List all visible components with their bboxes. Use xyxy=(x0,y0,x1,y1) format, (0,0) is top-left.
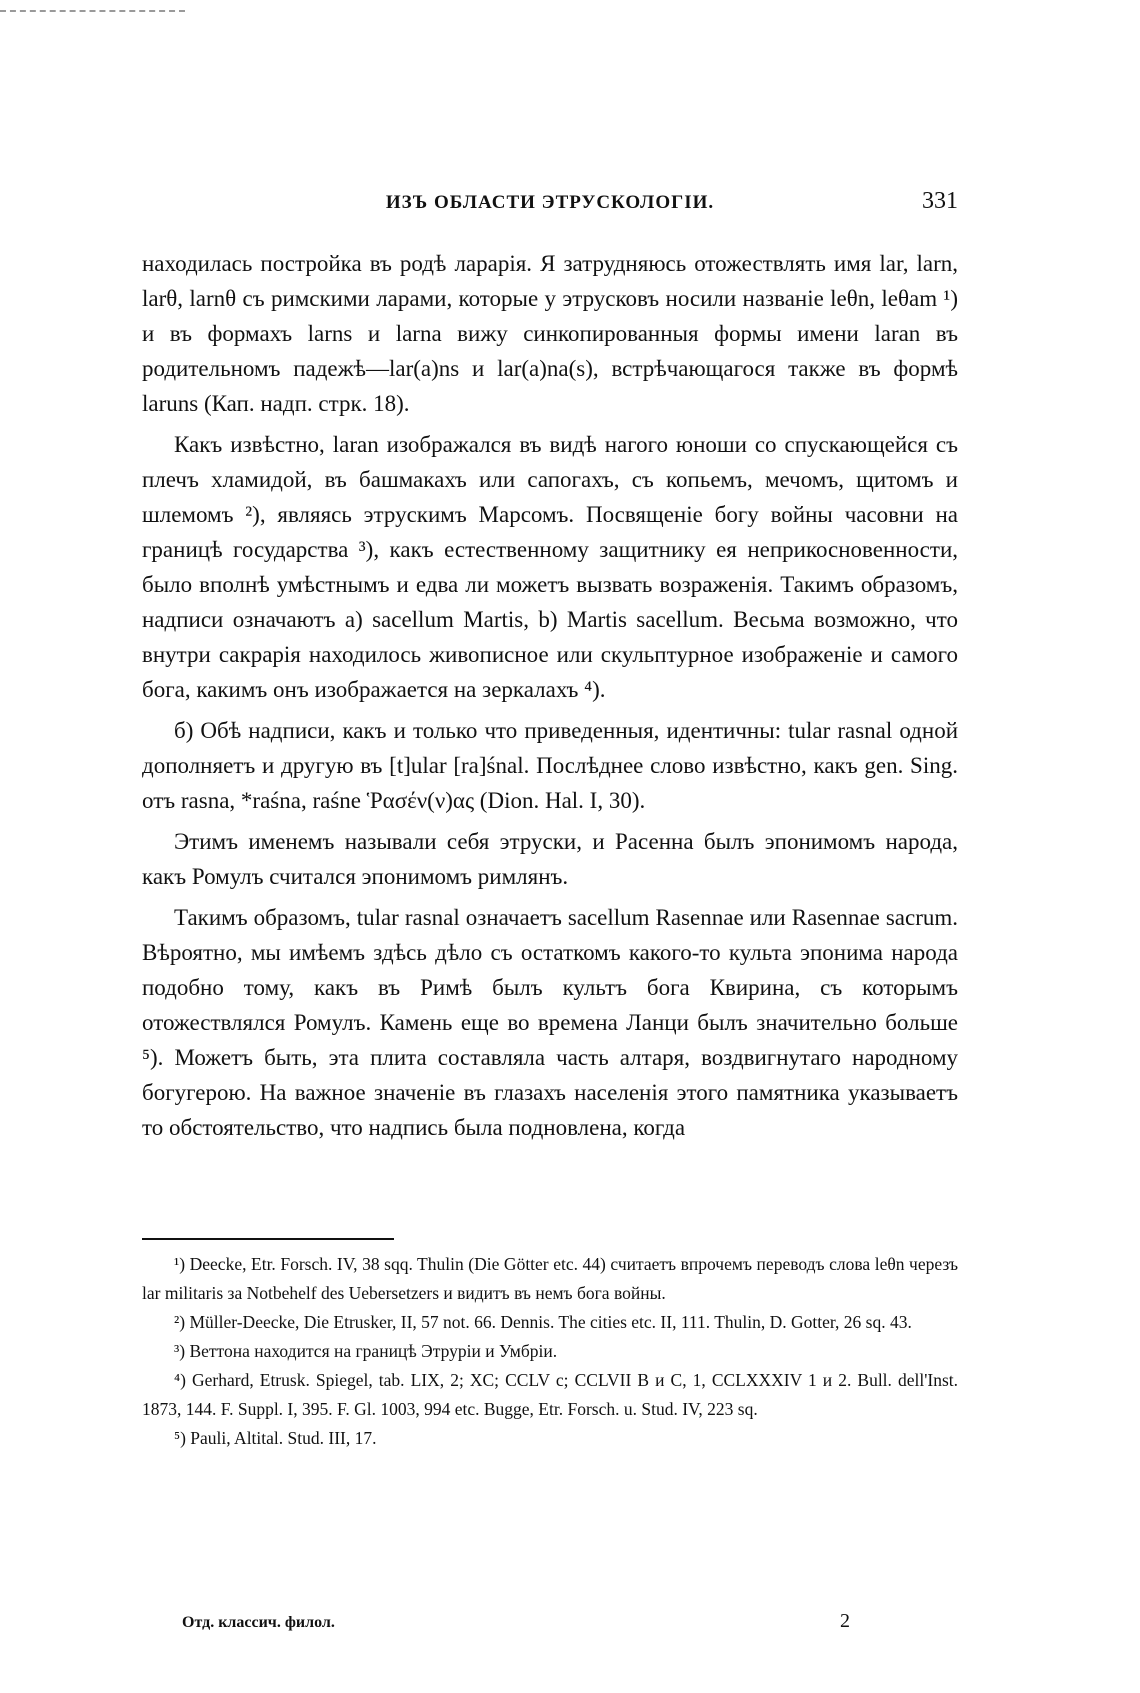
paragraph: Этимъ именемъ называли себя этруски, и Расенна былъ эпонимомъ народа, какъ Ромулъ считался эпонимомъ римлянъ. xyxy=(142,829,958,889)
sheet-number: 2 xyxy=(840,1610,850,1632)
main-text xyxy=(142,246,958,1151)
paragraph: находилась постройка въ родѣ ларарія. Я затрудняюсь отожествлять имя lar, larn, larθ, larnθ съ римскими ларами, которые у этрусковъ носили названіе leθn, leθam ¹) и въ формахъ larns и larna вижу синкопированныя формы имени laran въ родительномъ падежѣ—lar(a)ns и lar(a)na(s), встрѣчающагося также въ формѣ laruns (Кап. надп. стрк. 18). xyxy=(142,251,958,416)
paragraph: Какъ извѣстно, laran изображался въ видѣ нагого юноши со спускающейся съ плечъ хламидой, въ башмакахъ или сапогахъ, съ копьемъ, мечомъ, щитомъ и шлемомъ ²), являясь этрускимъ Марсомъ. Посвященіе богу войны часовни на границѣ государства ³), какъ естественному защитнику ея неприкосновенности, было вполнѣ умѣстнымъ и едва ли можетъ вызвать возраженія. Такимъ образомъ, надписи означаютъ a) sacellum Martis, b) Martis sacellum. Весьма возможно, что внутри сакрарія находилось живописное или скульптурное изображеніе и самого бога, какимъ онъ изображается на зеркалахъ ⁴). xyxy=(142,432,958,702)
footnote: ³) Веттона находится на границѣ Этруріи и Умбріи. xyxy=(174,1341,558,1361)
page-footer xyxy=(142,1610,958,1644)
footnote: ¹) Deecke, Etr. Forsch. IV, 38 sqq. Thulin (Die Götter etc. 44) считаетъ впрочемъ переводъ слова leθn черезъ lar militaris за Notbehelf des Uebersetzers и видитъ въ немъ бога войны. xyxy=(142,1254,958,1303)
footnote: ⁴) Gerhard, Etrusk. Spiegel, tab. LIX, 2; XC; CCLV c; CCLVII B и C, 1, CCLXXXIV 1 и 2. Bull. dell'Inst. 1873, 144. F. Suppl. I, 395. F. Gl. 1003, 994 etc. Bugge, Etr. Forsch. u. Stud. IV, 223 sq. xyxy=(142,1370,958,1419)
running-title: ИЗЪ ОБЛАСТИ ЭТРУСКОЛОГІИ. xyxy=(385,192,715,213)
page-header xyxy=(142,188,958,228)
footnote-divider xyxy=(142,1238,394,1240)
page-number: 331 xyxy=(922,188,958,214)
paragraph: б) Обѣ надписи, какъ и только что приведенныя, идентичны: tular rasnal одной дополняетъ и другую въ [t]ular [ra]śnal. Послѣднее слово извѣстно, какъ gen. Sing. отъ rasna, *raśna, raśne Ῥασέν(ν)ας (Dion. Hal. I, 30). xyxy=(142,718,958,813)
footnote: ⁵) Pauli, Altital. Stud. III, 17. xyxy=(174,1428,377,1448)
footnote: ²) Müller-Deecke, Die Etrusker, II, 57 not. 66. Dennis. The cities etc. II, 111. Thulin, D. Gotter, 26 sq. 43. xyxy=(174,1312,912,1332)
paragraph: Такимъ образомъ, tular rasnal означаетъ sacellum Rasennae или Rasennae sacrum. Вѣроятно, мы имѣемъ здѣсь дѣло съ остаткомъ какого-то культа эпонима народа подобно тому, какъ въ Римѣ былъ культъ бога Квирина, съ которымъ отожествлялся Ромулъ. Камень еще во времена Ланци былъ значительно больше ⁵). Можетъ быть, эта плита составляла часть алтаря, воздвигнутаго народному богугерою. На важное значеніе въ глазахъ населенія этого памятника указываетъ то обстоятельство, что надпись была подновлена, когда xyxy=(142,905,958,1140)
scan-artifact-line xyxy=(0,10,185,12)
signature-mark: Отд. классич. филол. xyxy=(182,1614,335,1631)
footnotes xyxy=(142,1250,958,1453)
